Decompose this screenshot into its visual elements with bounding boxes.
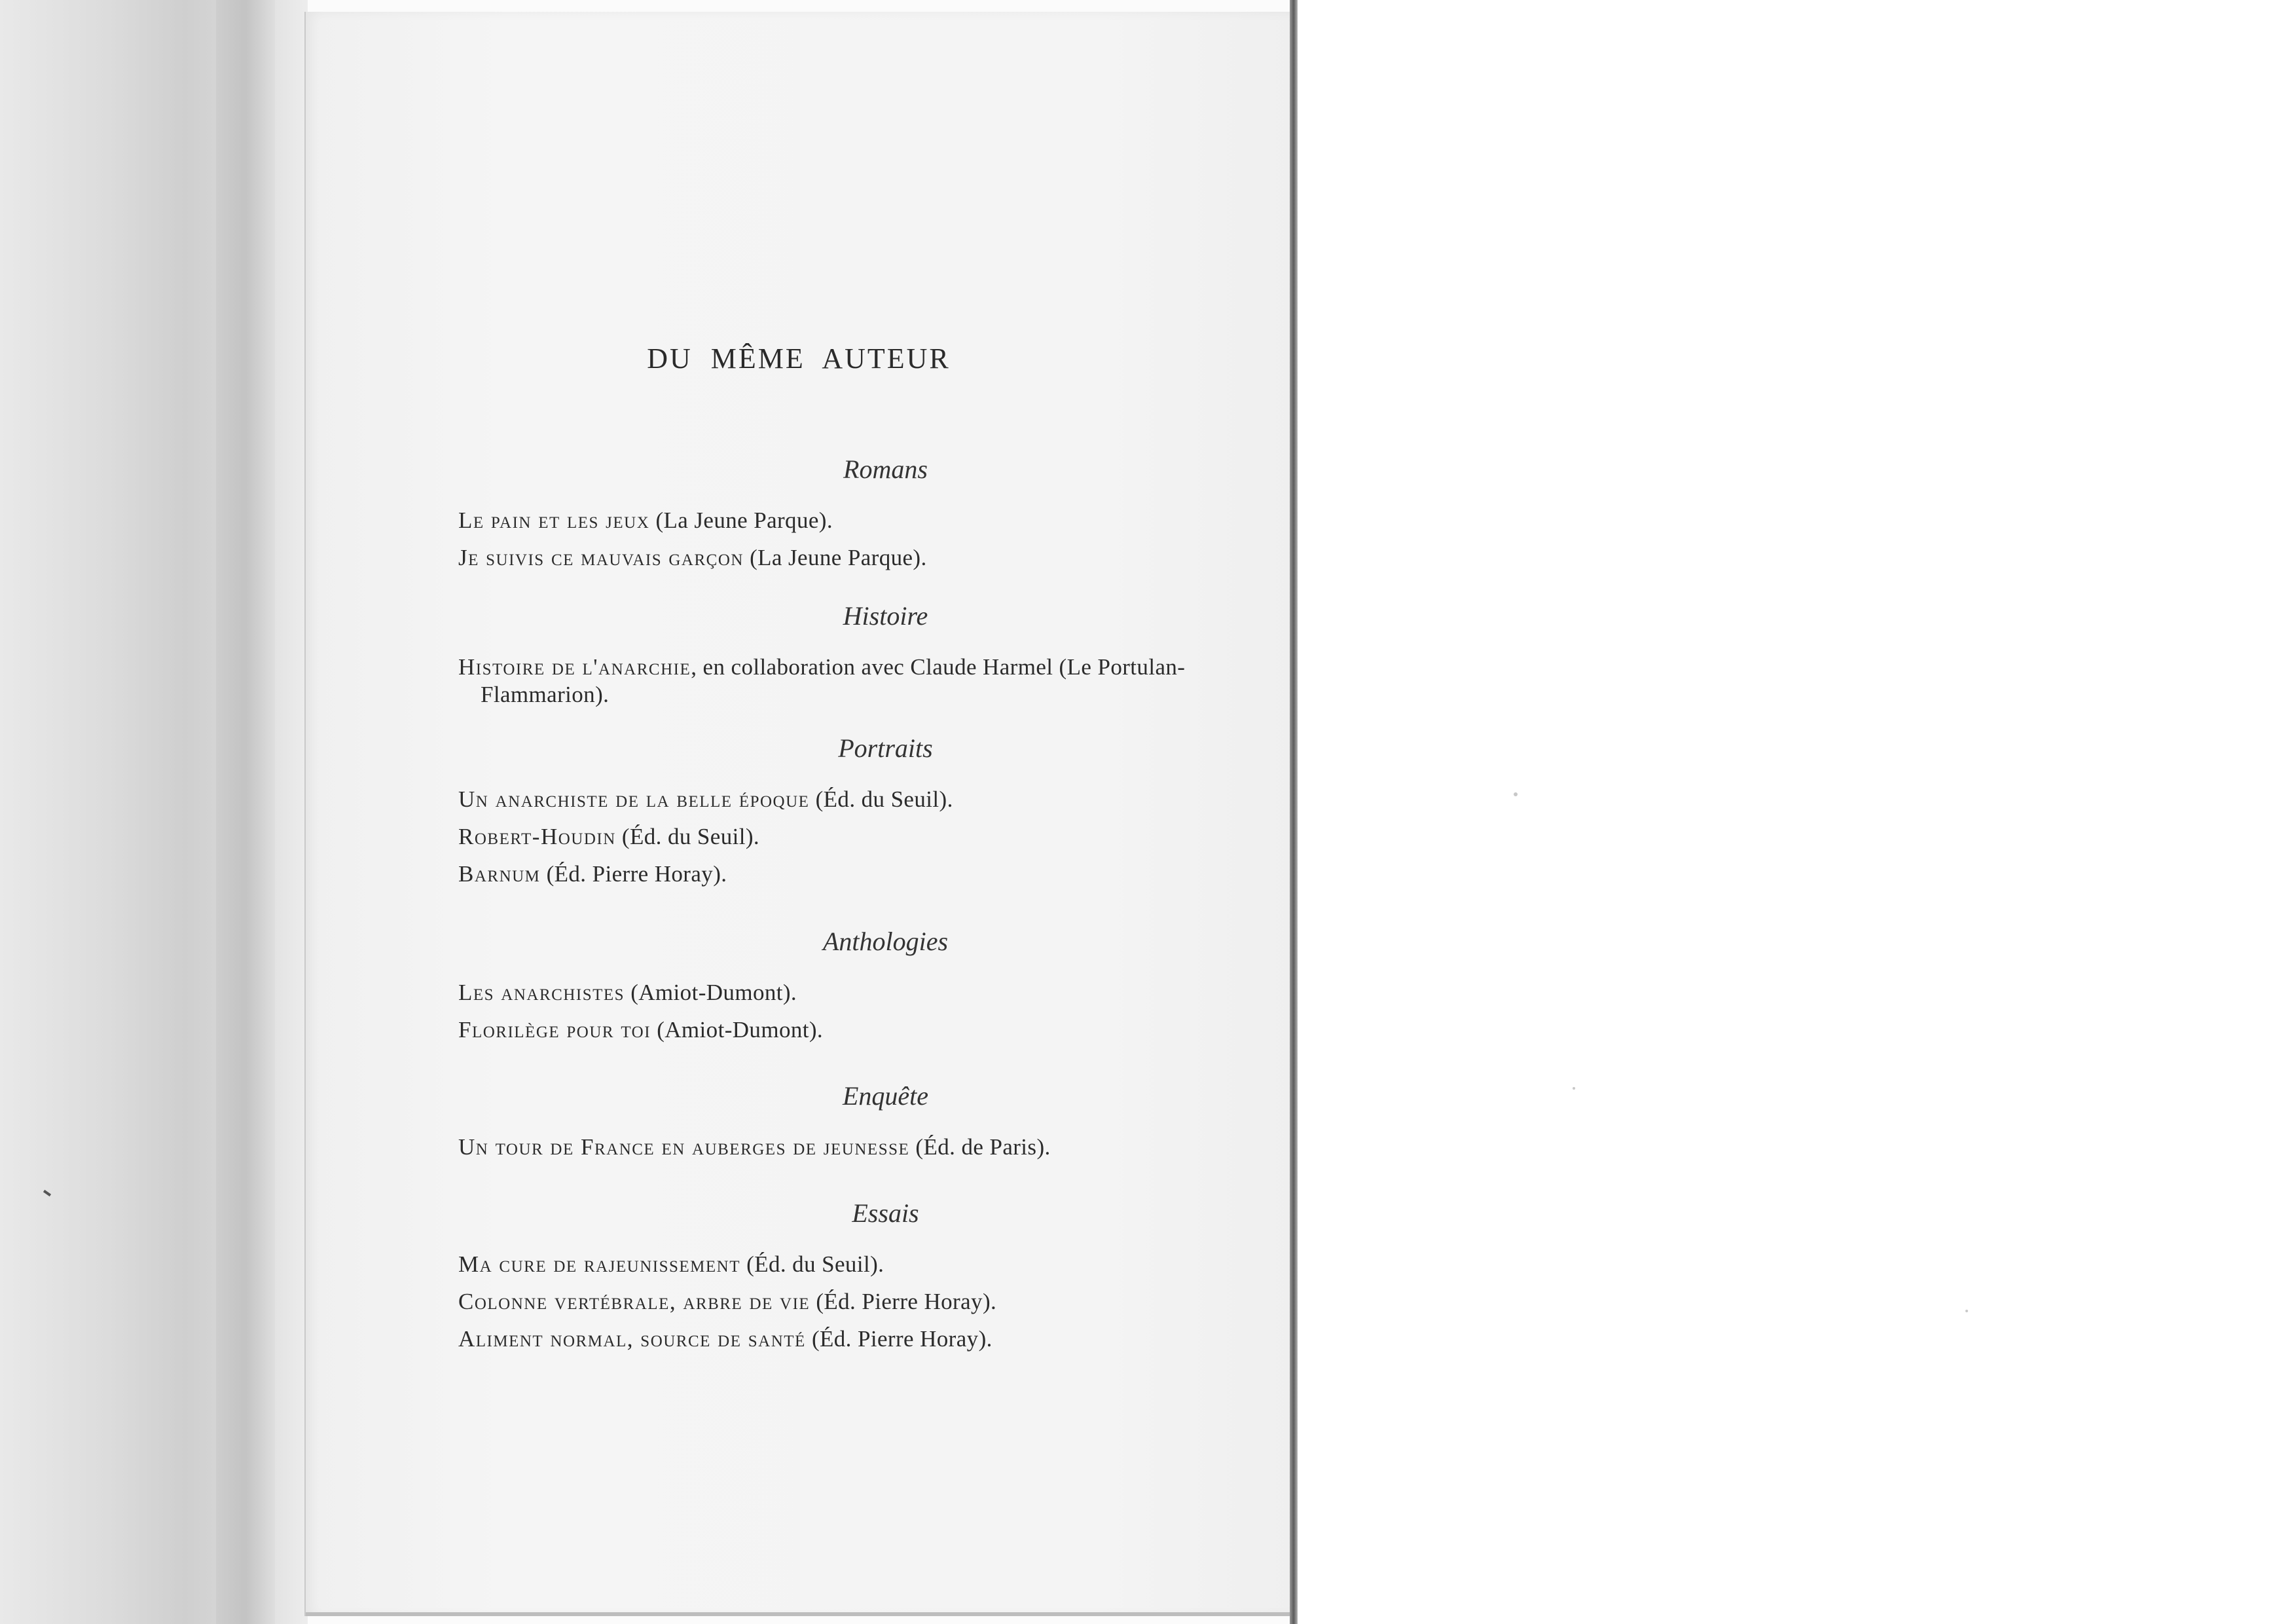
book-title: Colonne vertébrale, arbre de vie	[458, 1289, 811, 1314]
book-title: Le pain et les jeux	[458, 507, 650, 533]
book-title: Les anarchistes	[458, 980, 625, 1005]
book-publisher: (Éd. du Seuil).	[615, 824, 760, 849]
book-publisher: (Amiot-Dumont).	[651, 1017, 824, 1043]
book-publisher: (Éd. du Seuil).	[740, 1251, 884, 1277]
section-portraits	[458, 731, 1244, 893]
section-heading: Anthologies	[822, 927, 949, 956]
section-enquete	[458, 1079, 1244, 1166]
book-title: Barnum	[458, 861, 541, 887]
book-publisher: (Éd. Pierre Horay).	[540, 861, 727, 887]
book-title: Un anarchiste de la belle époque	[458, 786, 810, 812]
book-title: Ma cure de rajeunissement	[458, 1251, 740, 1277]
list-item	[458, 539, 1244, 576]
list-item	[458, 1011, 1244, 1048]
list-item	[458, 1320, 1244, 1357]
section-anthologies	[458, 924, 1244, 1048]
book-title: Florilège pour toi	[458, 1017, 651, 1043]
list-item	[458, 1128, 1244, 1166]
section-heading: Romans	[843, 454, 928, 484]
paper-speck	[1965, 1310, 1968, 1312]
page-title: DU MÊME AUTEUR	[647, 342, 951, 375]
paper-speck	[1573, 1087, 1575, 1090]
book-publisher: (Éd. de Paris).	[909, 1134, 1051, 1160]
list-item	[458, 818, 1244, 855]
book-publisher: (Éd. Pierre Horay).	[805, 1326, 993, 1352]
book-title: Aliment normal, source de santé	[458, 1326, 806, 1352]
section-heading: Enquête	[842, 1081, 929, 1111]
list-item	[458, 855, 1244, 893]
page-bottom-edge	[306, 1612, 1294, 1616]
paper-speck	[1514, 792, 1518, 796]
section-heading: Histoire	[843, 601, 928, 631]
list-item	[458, 1283, 1244, 1320]
list-item	[458, 974, 1244, 1011]
section-heading: Essais	[852, 1198, 919, 1228]
list-item	[458, 648, 1244, 716]
list-item	[458, 781, 1244, 818]
spine-shadow	[0, 0, 308, 1624]
book-publisher: (Amiot-Dumont).	[625, 980, 797, 1005]
section-histoire	[458, 599, 1244, 716]
book-title: Histoire de l'anarchie	[458, 654, 691, 680]
book-title: Un tour de France en auberges de jeunesse	[458, 1134, 910, 1160]
book-publisher: (Éd. Pierre Horay).	[810, 1289, 997, 1314]
page-gutter	[1290, 0, 1298, 1624]
book-title: Je suivis ce mauvais garçon	[458, 545, 744, 570]
section-essais	[458, 1196, 1244, 1357]
book-publisher: (La Jeune Parque).	[649, 507, 833, 533]
book-publisher: (Éd. du Seuil).	[809, 786, 953, 812]
book-title: Robert-Houdin	[458, 824, 616, 849]
section-heading: Portraits	[838, 733, 933, 763]
list-item	[458, 502, 1244, 539]
right-page-blank	[1298, 0, 2296, 1624]
book-publisher: (La Jeune Parque).	[743, 545, 927, 570]
section-romans	[458, 452, 1244, 576]
book-publisher: , en collaboration avec Claude Harmel (Le Portulan-Flammarion).	[481, 654, 1186, 707]
list-item	[458, 1246, 1244, 1283]
bibliography	[458, 452, 1244, 1357]
